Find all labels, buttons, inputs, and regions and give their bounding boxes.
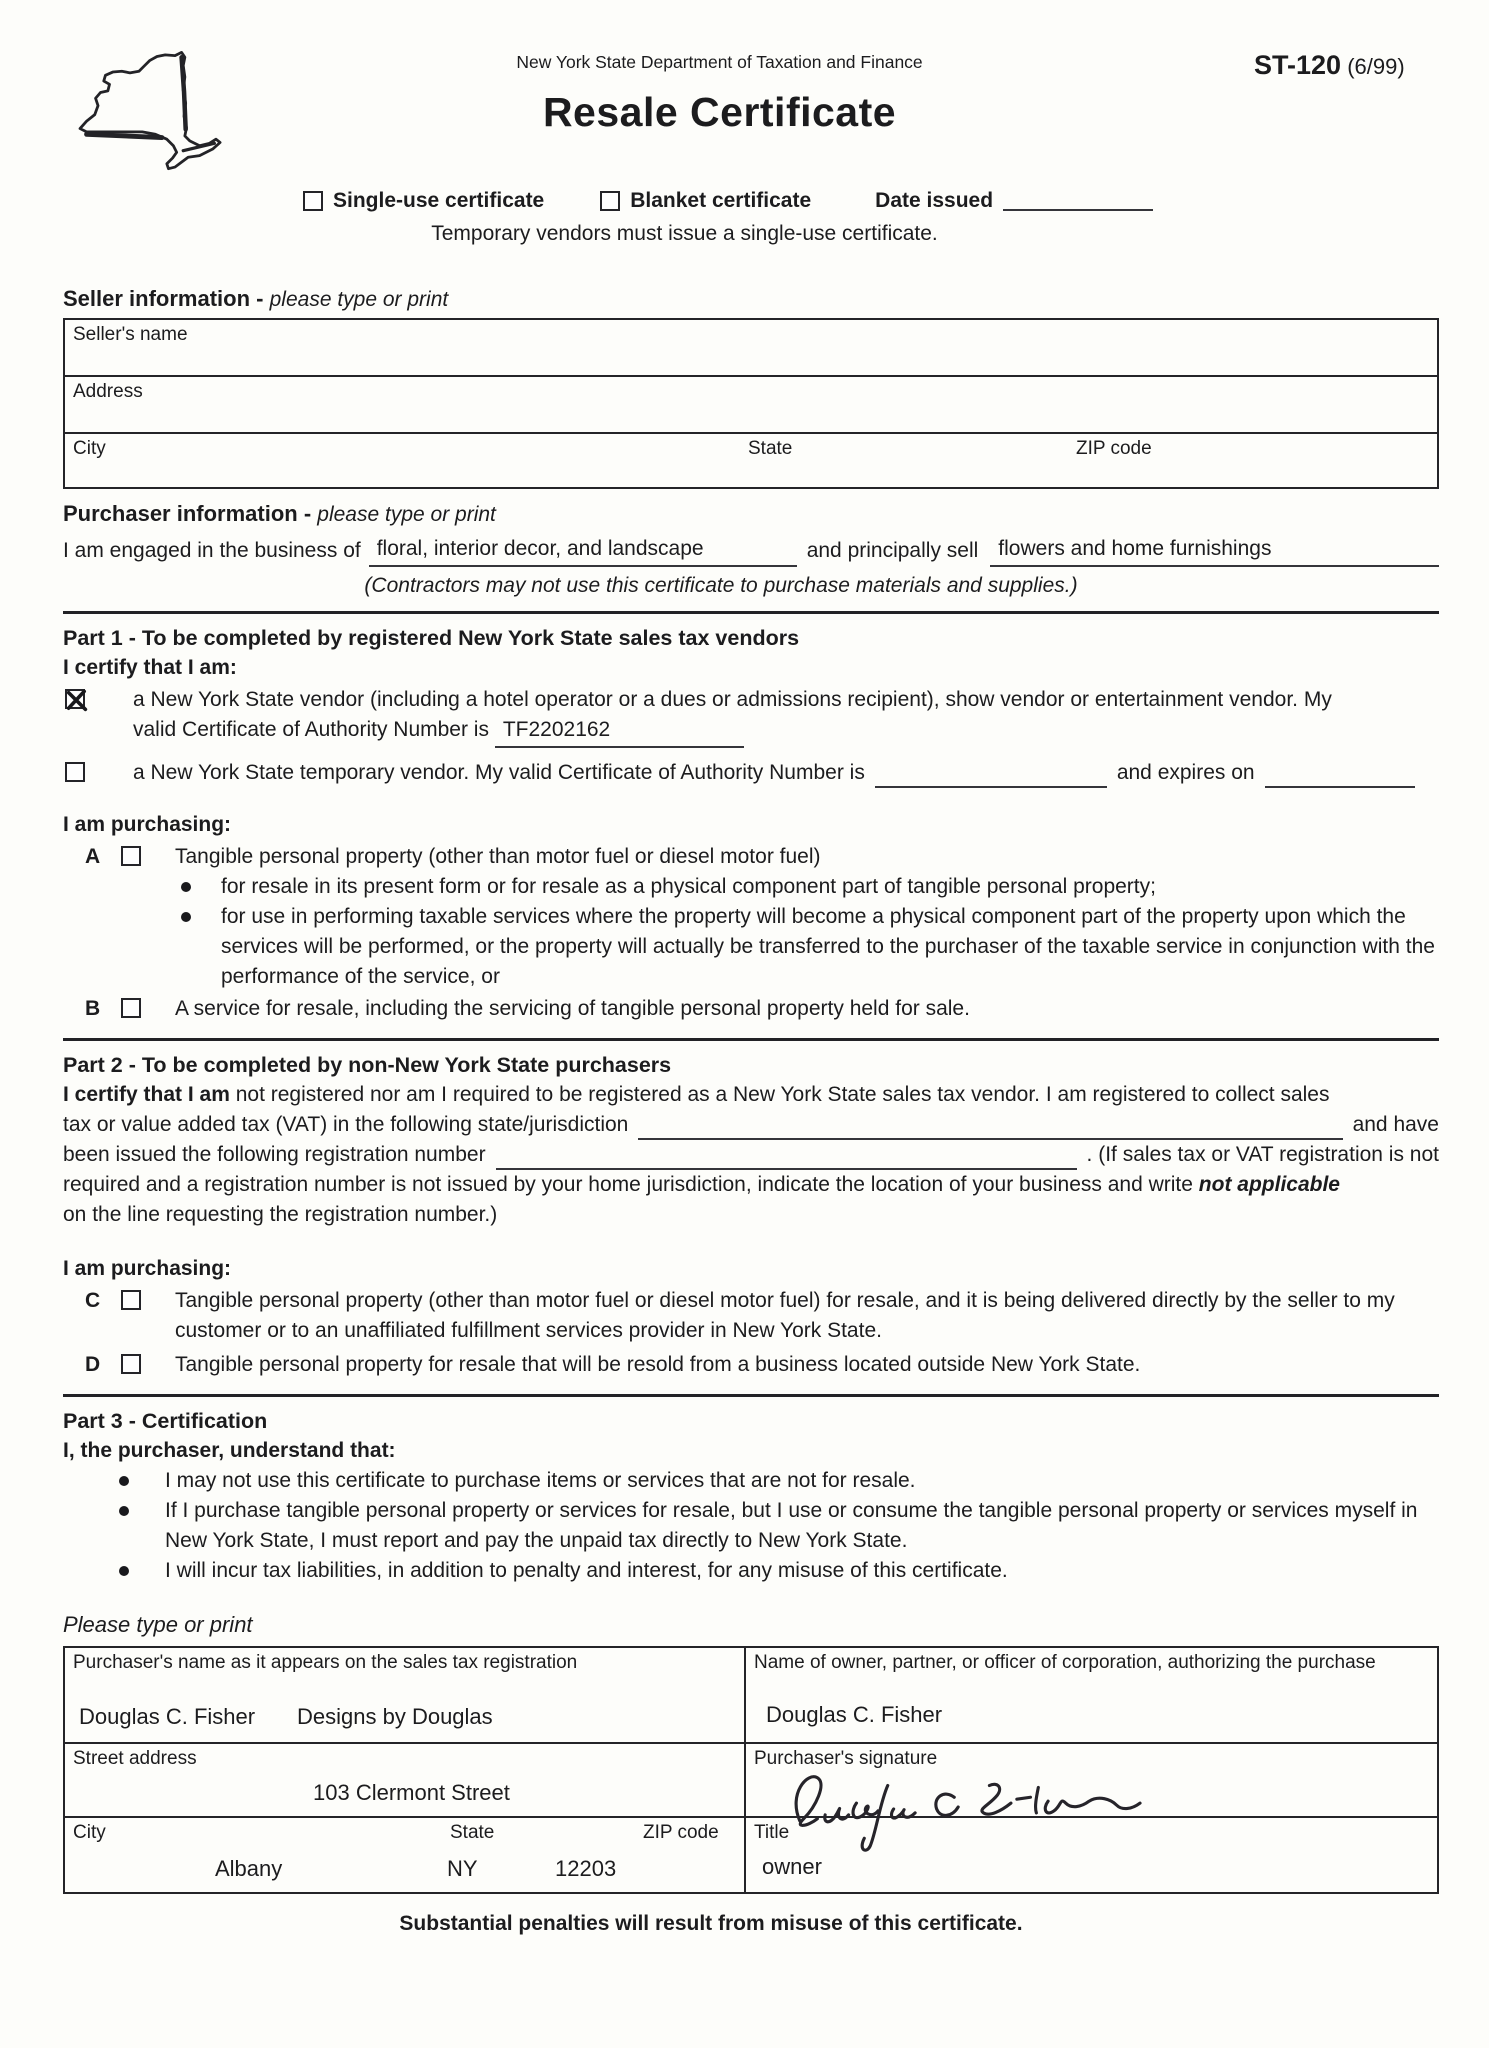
part2-line1	[63, 1080, 1439, 1110]
part2-line3-suffix: . (If sales tax or VAT registration is not	[1086, 1143, 1439, 1166]
seller-name-field[interactable]	[65, 320, 1437, 377]
ny-state-logo-icon	[0, 44, 225, 187]
signature-scribble	[774, 1764, 1154, 1857]
business-field[interactable]: floral, interior decor, and landscape	[369, 533, 797, 567]
blanket-checkbox[interactable]	[600, 191, 620, 211]
bullet-icon	[181, 912, 191, 922]
ny-state-outline-icon	[62, 44, 234, 182]
temporary-authority-number-field[interactable]	[875, 768, 1107, 788]
section-divider	[63, 1394, 1439, 1397]
state-value: NY	[447, 1856, 478, 1881]
seller-heading-text: Seller information -	[63, 286, 264, 311]
form-number: ST-120	[1254, 50, 1342, 80]
blanket-label: Blanket certificate	[630, 189, 812, 212]
part2-line5: on the line requesting the registration number.)	[63, 1203, 498, 1226]
date-issued-label: Date issued	[875, 189, 994, 212]
bullet-icon	[119, 1506, 129, 1516]
part2-line4-text: required and a registration number is not issued by your home jurisdiction, indicate the location of your business and write	[63, 1173, 1193, 1196]
vendor-option-row	[63, 685, 1439, 748]
temporary-vendor-note: Temporary vendors must issue a single-use certificate.	[431, 222, 938, 245]
part1-certify-intro: I certify that I am:	[63, 656, 237, 679]
owner-name-label: Name of owner, partner, or officer of corporation, authorizing the purchase	[754, 1652, 1376, 1673]
part2-line2	[63, 1110, 1439, 1140]
temporary-vendor-text: a New York State temporary vendor. My valid Certificate of Authority Number is	[133, 761, 865, 784]
authority-number-field[interactable]: TF2202162	[495, 715, 744, 748]
zip-label: ZIP code	[643, 1822, 719, 1843]
single-use-checkbox[interactable]	[303, 191, 323, 211]
item-a-text: Tangible personal property (other than motor fuel or diesel motor fuel)	[175, 845, 821, 868]
item-c-text: Tangible personal property (other than motor fuel or diesel motor fuel) for resale, and it is being delivered directly by the seller to my customer or to an unaffiliated fulfillment services provider in New York State.	[175, 1289, 1395, 1342]
section-divider	[63, 1038, 1439, 1041]
item-d-checkbox[interactable]	[121, 1354, 141, 1374]
item-d-letter: D	[85, 1353, 101, 1376]
section-divider	[63, 611, 1439, 614]
seller-city-label: City	[73, 438, 106, 459]
part3-bullet1-row	[63, 1466, 1439, 1496]
single-use-label: Single-use certificate	[333, 189, 545, 212]
form-revision: (6/99)	[1347, 54, 1405, 79]
street-address-value: 103 Clermont Street	[313, 1780, 510, 1805]
seller-address-field[interactable]	[65, 377, 1437, 434]
part2-purchasing-intro: I am purchasing:	[63, 1257, 232, 1280]
item-a-row	[63, 842, 1439, 872]
seller-info-box	[63, 318, 1439, 489]
temporary-vendor-option-row	[63, 758, 1439, 788]
business-line	[63, 533, 1439, 567]
page-title: Resale Certificate	[542, 89, 897, 135]
temporary-vendor-checkbox[interactable]	[65, 762, 85, 782]
form-header	[0, 44, 1489, 182]
authority-number-prefix: valid Certificate of Authority Number is	[133, 718, 489, 741]
penalties-warning: Substantial penalties will result from misuse of this certificate.	[399, 1912, 1023, 1935]
item-c-row	[63, 1286, 1439, 1346]
part3-bullet2-row	[63, 1496, 1439, 1556]
item-b-checkbox[interactable]	[121, 998, 141, 1018]
sell-prefix: and principally sell	[806, 539, 979, 562]
purchaser-name-cell[interactable]	[65, 1648, 744, 1744]
item-c-checkbox[interactable]	[121, 1290, 141, 1310]
part3-bullet1-text: I may not use this certificate to purchase items or services that are not for resale.	[165, 1469, 916, 1492]
city-value: Albany	[215, 1856, 283, 1881]
item-a-bullet2-text: for use in performing taxable services where the property will become a physical component part of the property upon which the services will be performed, or the property will actually be transferred to the purchaser of the taxable service in conjunction with the performance of the service, or	[221, 905, 1435, 988]
purchaser-section-heading	[63, 501, 1439, 527]
owner-name-cell[interactable]	[746, 1648, 1437, 1744]
part3-intro: I, the purchaser, understand that:	[63, 1439, 396, 1462]
part2-line3-text: been issued the following registration number	[63, 1143, 486, 1166]
seller-city-state-zip-field[interactable]	[65, 434, 1437, 487]
street-address-label: Street address	[73, 1748, 197, 1769]
expires-on-field[interactable]	[1265, 768, 1415, 788]
seller-name-label: Seller's name	[73, 324, 188, 345]
item-b-text: A service for resale, including the servicing of tangible personal property held for sale.	[175, 997, 970, 1020]
certificate-type-row	[303, 186, 1489, 216]
purchaser-heading-note: please type or print	[317, 503, 496, 526]
title-value: owner	[762, 1854, 822, 1879]
seller-heading-note: please type or print	[269, 288, 449, 311]
part2-line1-text: not registered nor am I required to be registered as a New York State sales tax vendor. I am registered to collect sales	[235, 1083, 1330, 1106]
company-name-value: Designs by Douglas	[297, 1704, 493, 1729]
purchaser-signature-label: Purchaser's signature	[754, 1748, 938, 1769]
city-state-zip-cell[interactable]	[65, 1818, 744, 1892]
part2-heading: Part 2 - To be completed by non-New York State purchasers	[63, 1053, 672, 1077]
purchaser-name-value: Douglas C. Fisher	[79, 1704, 256, 1729]
part2-certify-bold: I certify that I am	[63, 1083, 230, 1106]
part3-heading: Part 3 - Certification	[63, 1409, 268, 1433]
part2-line4	[63, 1170, 1439, 1200]
item-d-text: Tangible personal property for resale that will be resold from a business located outside New York State.	[175, 1353, 1141, 1376]
item-b-row	[63, 994, 1439, 1024]
seller-address-label: Address	[73, 381, 143, 402]
purchaser-signature-table	[63, 1646, 1439, 1894]
part1-purchasing-intro: I am purchasing:	[63, 813, 232, 836]
street-address-cell[interactable]	[65, 1744, 744, 1818]
bullet-icon	[119, 1566, 129, 1576]
state-label: State	[450, 1822, 495, 1843]
item-b-letter: B	[85, 997, 101, 1020]
signature-table-right-column	[746, 1648, 1437, 1892]
item-a-letter: A	[85, 845, 101, 868]
zip-value: 12203	[555, 1856, 617, 1881]
engaged-prefix: I am engaged in the business of	[63, 539, 361, 562]
registration-number-field[interactable]	[496, 1148, 1077, 1170]
vendor-option-checkbox[interactable]	[65, 689, 85, 709]
vendor-option-text: a New York State vendor (including a hotel operator or a dues or admissions recipient), show vendor or entertainment vendor. My	[133, 688, 1332, 711]
title-label: Title	[754, 1822, 790, 1843]
please-type-note: Please type or print	[63, 1612, 253, 1637]
part1-heading: Part 1 - To be completed by registered New York State sales tax vendors	[63, 626, 800, 650]
item-c-letter: C	[85, 1289, 101, 1312]
expires-on-label: and expires on	[1116, 761, 1255, 784]
contractors-note: (Contractors may not use this certificate to purchase materials and supplies.)	[364, 574, 1078, 597]
state-jurisdiction-field[interactable]	[638, 1118, 1342, 1140]
seller-zip-label: ZIP code	[1076, 438, 1152, 459]
owner-name-value: Douglas C. Fisher	[766, 1702, 943, 1727]
bullet-icon	[119, 1476, 129, 1486]
signature-table-left-column	[65, 1648, 746, 1892]
seller-section-heading	[63, 286, 1439, 312]
principally-sell-field[interactable]: flowers and home furnishings	[990, 533, 1439, 567]
bullet-icon	[181, 882, 191, 892]
purchaser-name-label: Purchaser's name as it appears on the sales tax registration	[73, 1652, 578, 1673]
purchaser-signature-cell[interactable]	[746, 1744, 1437, 1818]
part3-bullet2-text: If I purchase tangible personal property or services for resale, but I use or consume the tangible personal property or services myself in New York State, I must report and pay the unpaid tax directly to New York State.	[165, 1499, 1418, 1552]
part2-line2-text: tax or value added tax (VAT) in the following state/jurisdiction	[63, 1113, 629, 1136]
date-issued-field[interactable]	[1003, 191, 1153, 211]
department-name: New York State Department of Taxation and Finance	[516, 52, 923, 72]
seller-state-label: State	[748, 438, 793, 459]
city-label: City	[73, 1822, 106, 1843]
part3-bullet3-text: I will incur tax liabilities, in addition to penalty and interest, for any misuse of this certificate.	[165, 1559, 1008, 1582]
not-applicable-text: not applicable	[1198, 1173, 1340, 1196]
form-code	[1254, 44, 1489, 81]
item-d-row	[63, 1350, 1439, 1380]
item-a-bullet1-text: for resale in its present form or for resale as a physical component part of tangible personal property;	[221, 875, 1156, 898]
part3-bullet3-row	[63, 1556, 1439, 1586]
item-a-bullet2-row	[63, 902, 1439, 992]
part2-line2-suffix: and have	[1352, 1113, 1439, 1136]
part2-line3	[63, 1140, 1439, 1170]
item-a-checkbox[interactable]	[121, 846, 141, 866]
item-a-bullet1-row	[63, 872, 1439, 902]
purchaser-heading-text: Purchaser information -	[63, 501, 312, 526]
